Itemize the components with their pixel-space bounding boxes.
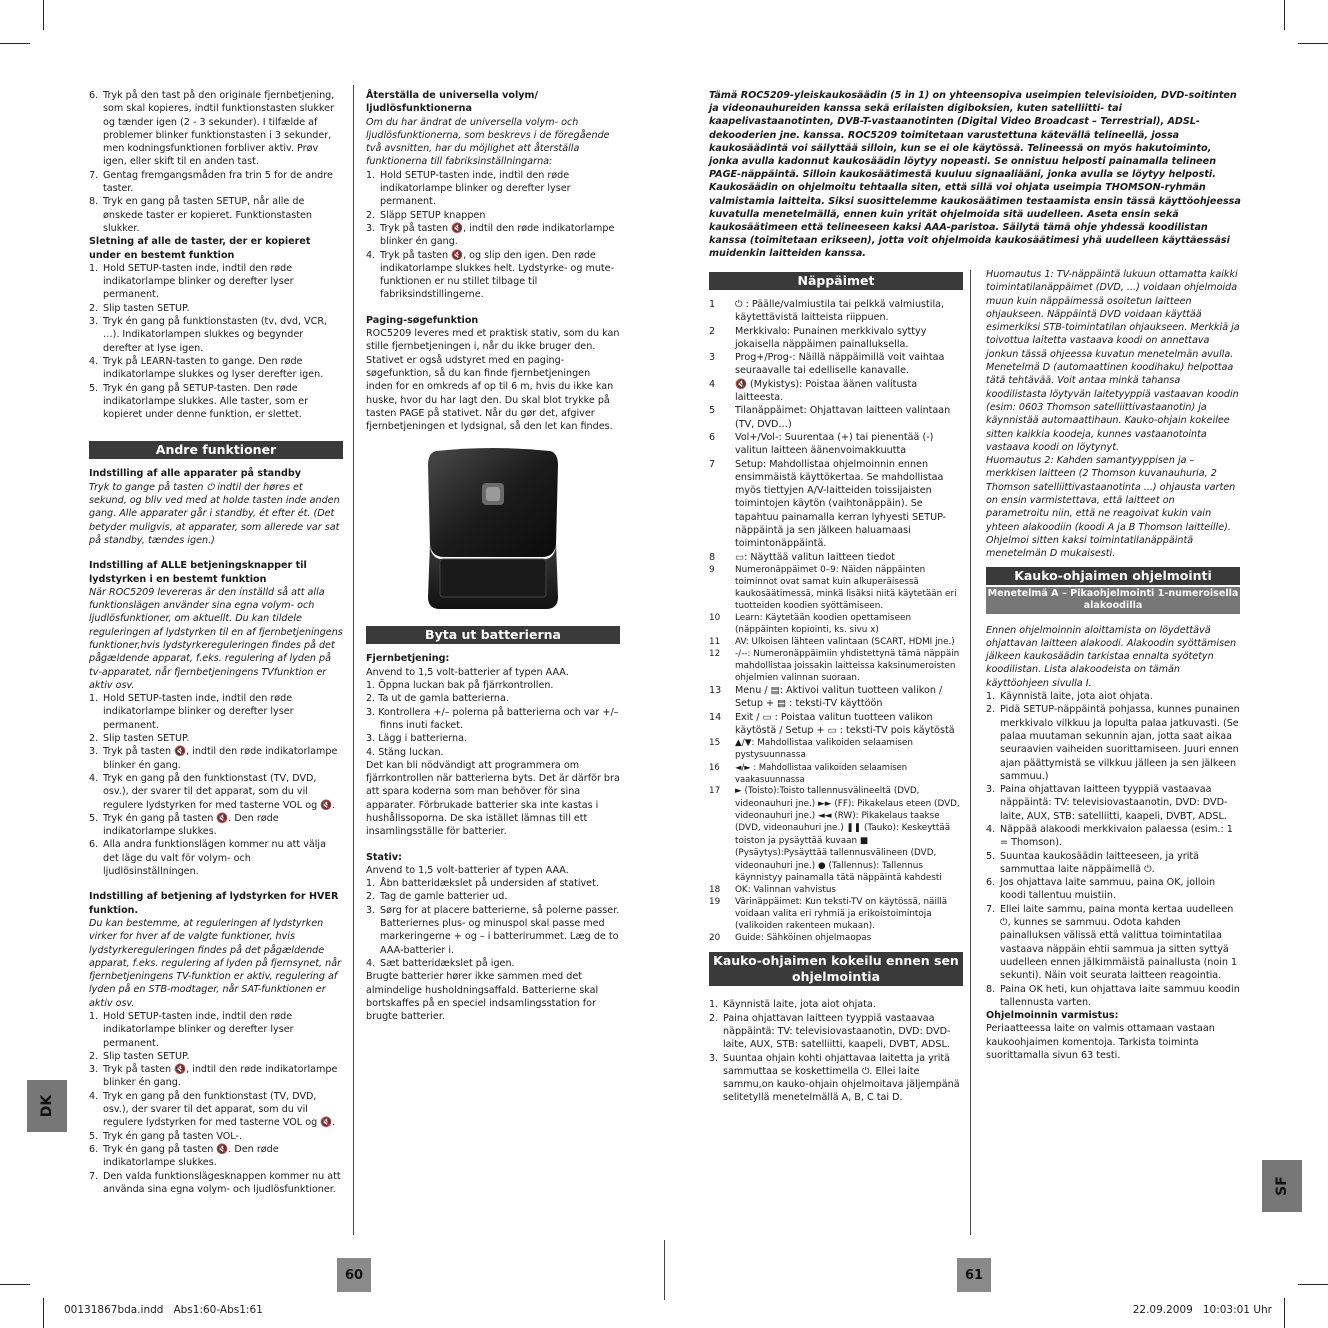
list-item: 4. Tryk en gang på den funktionstast (TV, DVD, osv.), der svarer til det apparat, som du vil regulere lydstyrken for med tasterne VOL og 🔇. [89,772,336,811]
page-number-right: 61 [957,1258,991,1292]
list-item: 16 ◄/► : Mahdollistaa valikoiden selaamisen vaakasuunnassa [709,762,908,785]
list-item: 2 Merkkivalo: Punainen merkkivalo syttyy jokaisella näppäimen painalluksella. [709,325,927,350]
section-bar-ohjelmointi: Kauko-ohjaimen ohjelmointi [986,567,1240,585]
list-item: 3. Tryk på tasten 🔇, indtil den røde indikatorlampe blinker én gang. [89,746,338,771]
crop-mark [43,1298,44,1328]
note-2: Huomautus 2: Kahden samantyyppisen ja –merkkisen laitteen (2 Thomson kuvanauhuria, 2 Thomson satelliittivastaanotinta ...) ohjausta varten on ensin varmistettava, että laitteet on parametroitu niin, että ne reagoivat kukin vain yhteen alakoodiin (koodi A ja B Thomson laitteille). Ohjelmoi sitten kaksi toimintatilanäppäintä menetelmän D mukaisesti. [986,455,1236,560]
crop-mark [0,43,30,44]
list-item: 3. Tryk på tasten 🔇, indtil den røde indikatorlampe blinker én gang. [366,222,615,248]
copy-steps-list [89,89,343,235]
method-a-steps-list [986,690,1240,1009]
crop-mark [43,0,44,30]
list-item: 8 ▭: Näyttää valitun laitteen tiedot [709,551,895,563]
list-item: 3 Prog+/Prog-: Näillä näppäimillä voit vaihtaa seuraavalle tai edelliselle kanavalle. [709,352,945,377]
paragraph: Du kan bestemme, at reguleringen af lydstyrken virker for hver af de valgte funktioner, hvis lydstyrkereguleringen findes på det pågældende apparat, f.eks. regulering af lyden på fjernsynet, når fjernbetjeningens TV-funktion er aktiv, regulering af lyden på en STB-modtager, når SAT-funktionen er aktiv osv. [89,917,342,1009]
list-item: 20 Guide: Sähköinen ohjelmaopas [709,933,872,944]
section-heading: Indstilling af alle apparater på standby [89,468,301,480]
reset-steps-list [366,169,620,302]
list-item: 11 AV: Ulkoisen lähteen valintaan (SCART, HDMI jne.) [709,636,955,647]
column-3 [709,268,963,1105]
list-item: 1. Käynnistä laite, jota aiot ohjata. [986,691,1153,703]
column-divider [970,270,971,1235]
list-item: 4. Näppää alakoodi merkkivalon palaessa (esim.: 1 = Thomson). [986,823,1233,849]
list-item: 1. Öppna luckan bak på fjärrkontrollen. [366,680,554,692]
list-item: 2. Slip tasten SETUP. [89,1050,190,1062]
list-item: 1 ⏻ : Päälle/valmiustila tai pelkkä valmiustila, käytettävistä laitteista riippuen. [709,299,945,324]
intro-paragraph: Tämä ROC5209-yleiskaukosäädin (5 in 1) on yhteensopiva useimpien televisioiden, DVD-soitinten ja videonauhureiden kanssa sekä erilaisten digiboksien, kuten satelliitti- tai kaapelivastaanotinten, DVB-T-vastaanotinten (Digital Video Broadcast – Terrestrial), ADSL-dekooderien jne. kanssa. ROC5209 toimitetaan varustettuna kätevällä telineellä, jossa kaukosäädintä voi säilyttää silloin, kun se ei ole käytössä. Telineessä on myös hakutoiminto, jonka avulla kadonnut kaukosäädin löytyy nopeasti. Se onnistuu helposti painamalla telineen PAGE-näppäintä. Silloin kaukosäätimestä kuuluu signaaliääni, jonka avulla se löytyy helposti. Kaukosäädin on ohjelmoitu tehtaalla siten, että sillä voi ohjata useimpia THOMSON-ryhmän valmistamia laitteita. Siksi suosittelemme kaukosäätimen testaamista ensin tässä käyttöohjeessa kuvatulla menetelmällä, ennen kuin yrität ohjelmoida sitä uudelleen. Aseta ensin sekä kaukosäätimeen että telineeseen kaksi AAA-paristoa. Säilytä tämä ohje yhdessä koodilistan kanssa (toimitetaan erikseen), jotta voit ohjelmoida kaukosäätimesi yhä uudelleen käyttäessäsi muidenkin laitteiden kanssa. [709,90,1241,260]
list-item: 13 Menu / ▤: Aktivoi valitun tuotteen valikon / Setup + ▤ : teksti-TV käyttöön [709,684,943,710]
list-item: 5. Tryk én gang på tasten VOL-. [89,1130,242,1142]
list-item: 7 Setup: Mahdollistaa ohjelmoinnin ennen ensimmäistä käyttökertaa. Se mahdollistaa myös tiettyjen A/V-laitteiden toissijaisten toimintojen käytön (vaihtonäppäin). Se tapahtuu painamalla kerran lyhyesti SETUP-näppäintä ja sen jälkeen haluamaasi toimintonäppäintä. [709,458,947,550]
volume-all-steps-list [89,692,343,878]
paragraph: Periaatteessa laite on valmis ottamaan vastaan kaukoohjaimen komentoja. Tarkista toiminta suorittamalla sivun 63 testi. [986,1023,1215,1062]
section-heading: Fjernbetjening: [366,653,450,665]
list-item: 4. Tryk en gang på den funktionstast (TV, DVD, osv.), der svarer til det apparat, som du vil regulere lydstyrken for med tasterne VOL og 🔇. [89,1090,336,1129]
list-item: 1. Hold SETUP-tasten inde, indtil den røde indikatorlampe blinker og derefter lyser permanent. [366,169,571,208]
list-item: 5. Tryk én gang på tasten 🔇. Den røde indikatorlampe slukkes. [89,812,279,838]
list-item: 2. Släpp SETUP knappen [366,209,486,221]
section-heading: Stativ: [366,851,402,863]
list-item: 3. Paina ohjattavan laitteen tyyppiä vastaavaa näppäintä: TV: televisiovastaanotin, DVD: DVD-laite, AUX, STB: satelliitti, kaapeli, DVBT, ADSL. [986,784,1228,822]
list-item: 1. Åbn batteridækslet på undersiden af stativet. [366,878,599,890]
paragraph: Ennen ohjelmoinnin aloittamista on löydettävä ohjattavan laitteen alakoodi. Alakoodin syöttämisen jälkeen kaukosäädin tarkistaa ennalta syötetyn koodilistan. Lista alakoodeista on tämän käyttöohjeen sivulla I. [986,624,1237,689]
list-item: 6. Jos ohjattava laite sammuu, paina OK, jolloin koodi tallentuu muistiin. [986,877,1216,902]
crop-mark [1298,43,1328,44]
list-item: 7. Gentag fremgangsmåden fra trin 5 for de andre taster. [89,169,333,195]
list-item: 8. Paina OK heti, kun ohjattava laite sammuu koodin tallennusta varten. [986,983,1240,1008]
keys-list [709,298,963,944]
paragraph: Anvend to 1,5 volt-batterier af typen AAA. [366,864,569,876]
list-item: 5. Suuntaa kaukosäädin laitteeseen, ja yritä sammuttaa laite näppäimellä ⏻. [986,850,1200,875]
list-item: 7. Den valda funktionslägesknappen kommer nu att använda sina egna volym- och ljudlösfunktioner. [89,1170,341,1195]
delete-steps-list [89,262,343,422]
list-item: 3. Suuntaa ohjain kohti ohjattavaa laitetta ja yritä sammuttaa se koskettimella ⏻. Ellei laite sammu,on kauko-ohjain ohjelmoitava jäljempänä selitetyllä menetelmällä A, B, C tai D. [709,1052,960,1104]
list-item: 2. Pidä SETUP-näppäintä pohjassa, kunnes punainen merkkivalo vilkkuu ja lopulta palaa jatkuvasti. (Se palaa muutaman sekunnin ajan, jotta saat aikaa seuraavien vaiheiden suorittamiseen. Juuri ennen ajan päättymistä se vilkkuu jälleen ja sen jälkeen sammuu.) [986,704,1240,782]
language-tab-dk: DK [27,1080,67,1132]
section-heading: Paging-søgefunktion [366,314,479,326]
list-item: 1. Hold SETUP-tasten inde, indtil den røde indikatorlampe blinker og derefter lyser permanent. [89,693,294,731]
list-item: 2. Ta ut de gamla batterierna. [366,693,509,705]
section-bar-kokeilu: Kauko-ohjaimen kokeilu ennen sen ohjelmointia [709,952,963,986]
list-item: 14 Exit / ▭ : Poistaa valitun tuotteen valikon käytöstä / Setup + ▭ : teksti-TV pois käytöstä [709,711,955,736]
list-item: 3. Sørg for at placere batterierne, så polerne passer. Batteriernes plus- og minuspol skal passe med markeringerne + og – i batterirummet. Læg de to AAA-batterier i. [366,904,620,956]
note-1: Huomautus 1: TV-näppäintä lukuun ottamatta kaikki toimintatilanäppäimet (DVD, ...) voidaan ohjelmoida muun kuin näppäimessä osoitetun laitteen ohjaukseen. Näppäintä DVD voidaan käyttää esimerkiksi STB-toimintatilan ohjaukseen. Merkkiä ja toivottua laitetta vastaava koodi on annettava jonkun tässä ohjeessa kuvatun menetelmän avulla. Menetelmä D (automaattinen koodihaku) helpottaa tätä tehtävää. Voit antaa minkä tahansa koodilistasta löytyvän laitetyyppiä vastaavan koodin (esim: 0603 Thomson satelliittivastaanotin) ja käynnistää automaattihaun. Kauko-ohjain kokeilee sitten kaikkia koodeja, kunnes vastaanotointa vastaava koodi on löytynyt. [986,269,1240,453]
list-item: 18 OK: Valinnan vahvistus [709,885,836,896]
list-item: 4 🔇 (Mykistys): Poistaa äänen valitusta laitteesta. [709,378,918,404]
list-item: 3. Kontrollera +/– polerna på batterierna och var +/– finns inuti facket. [366,706,619,731]
subsection-bar-menetelma-a: Menetelmä A – Pikaohjelmointi 1-numeroisella alakoodilla [986,587,1240,614]
crop-mark [1284,1298,1285,1328]
volume-each-steps-list [89,1010,343,1196]
list-item: 3. Lägg i batterierna. [366,733,468,745]
column-1 [89,89,343,1196]
list-item: 5. Tryk én gang på SETUP-tasten. Den røde indikatorlampe slukkes. Alle taster, som er kopieret under denne funktion, er slettet. [89,382,309,421]
list-item: 4. Tryk på tasten 🔇, og slip den igen. Den røde indikatorlampe slukkes helt. Lydstyrke- og mute-funktionen er nu stillet tilbage til fabriksindstillingerne. [366,249,615,301]
section-heading: Indstilling af betjening af lydstyrken for HVER funktion. [89,891,339,916]
column-divider [353,85,354,1235]
list-item: 3. Tryk én gang på funktionstasten (tv, dvd, VCR, …). Indikatorlampen slukkes og begynder derefter at lyse igen. [89,316,328,354]
list-item: 10 Learn: Käytetään koodien opettamiseen (näppäinten kopiointi, ks. sivu x) [709,612,912,635]
list-item: 4. Stäng luckan. [366,746,444,758]
paragraph: Om du har ändrat de universella volym- och ljudlösfunktionerna, som beskrevs i de föregående två avsnitten, har du möjlighet att återställa funktionerna till fabriksinställningarna: [366,116,610,168]
footer-file-info: 00131867bda.indd Abs1:60-Abs1:61 [64,1304,263,1316]
list-item: 5 Tilanäppäimet: Ohjattavan laitteen valintaan (TV, DVD…) [709,405,951,430]
list-item: 6 Vol+/Vol-: Suurentaa (+) tai pienentää (-) valitun laitteen äänenvoimakkuutta [709,431,934,457]
list-item: 8. Tryk en gang på tasten SETUP, når alle de ønskede taster er kopieret. Funktionstasten slukker. [89,196,313,234]
crop-mark [1284,0,1285,30]
list-item: 1. Hold SETUP-tasten inde, indtil den røde indikatorlampe blinker og derefter lyser permanent. [89,262,294,301]
test-steps-list [709,998,963,1104]
section-bar-nappaimet: Näppäimet [709,272,963,290]
section-heading: Återställa de universella volym/ ljudlösfunktionerna [366,90,539,115]
list-item: 2. Slip tasten SETUP. [89,733,190,745]
column-2 [366,89,620,1023]
list-item: 6. Alla andra funktionslägen kommer nu att välja det läge du valt för volym- och ljudlösinställningen. [89,839,326,878]
list-item: 3. Tryk på tasten 🔇, indtil den røde indikatorlampe blinker én gang. [89,1064,338,1089]
list-item: 2. Paina ohjattavan laitteen tyyppiä vastaavaa näppäintä: TV: televisiovastaanotin, DVD: DVD-laite, AUX, STB: satelliitti, kaapeli, DVBT, ADSL. [709,1012,951,1051]
list-item: 1. Hold SETUP-tasten inde, indtil den røde indikatorlampe blinker og derefter lyser permanent. [89,1011,294,1049]
section-heading: Ohjelmoinnin varmistus: [986,1010,1119,1022]
language-tab-sf: SF [1262,1160,1302,1212]
column-4 [986,268,1240,1062]
paragraph: ROC5209 leveres med et praktisk stativ, som du kan stille fjernbetjeningen i, når du ikke bruger den. Stativet er også udstyret med en paging-søgefunktion, så du kan finde fjernbetjeningen inden for en omkreds af op til 6 m, hvis du ikke kan huske, hvor du har lagt den. Du skal blot trykke på tasten PAGE på stativet. Når du gør det, afgiver fjernbetjeningen et lydsignal, så den let kan findes. [366,328,620,433]
list-item: 15 ▲/▼: Mahdollistaa valikoiden selaamisen pystysuunnassa [709,738,913,761]
section-heading: Sletning af alle de taster, der er kopieret under en bestemt funktion [89,236,311,261]
list-item: 9 Numeronäppäimet 0–9: Näiden näppäinten toiminnot ovat samat kuin alkuperäisessä kaukosäätimessä, minkä lisäksi niitä käytetään eri tuotteiden koodien syöttämiseen. [709,564,957,611]
paragraph: Brugte batterier hører ikke sammen med det almindelige husholdningsaffald. Batterierne skal bortskaffes på en speciel indsamlingsstation for brugte batterier. [366,971,599,1023]
remote-stand-photo [418,447,568,612]
stand-battery-steps-list [366,877,620,970]
list-item: 2. Tag de gamle batterier ud. [366,891,508,903]
list-item: 4. Sæt batteridækslet på igen. [366,957,515,969]
paragraph: Anvend to 1,5 volt-batterier af typen AAA. [366,666,569,678]
crop-mark [0,1284,30,1285]
list-item: 17 ► (Toisto):Toisto tallennusvälineeltä (DVD, videonauhuri jne.) ►► (FF): Pikakelaus eteen (DVD, videonauhuri jne.) ◄◄ (RW): Pikakelaus taakse (DVD, videonauhuri jne.) ❚❚ (Tauko): Keskeyttää toiston ja pysäyttää kuvaan ■ (Pysäytys):Pysäyttää tallennusvälineen (DVD, videonauhuri jne.) ● (Tallennus): Tallennus käynnistyy painamalla tätä näppäintä kahdesti [709,786,960,883]
spine-divider [664,1240,665,1300]
list-item: 6. Tryk én gang på tasten 🔇. Den røde indikatorlampe slukkes. [89,1143,279,1169]
list-item: 6. Tryk på den tast på den originale fjernbetjening, som skal kopieres, indtil funktionstasten slukker og tænder igen (2 - 3 sekunder). I tilfælde af problemer blinker funktionstasten i 3 sekunder, men kodningsfunktionen forbliver aktiv. Prøv igen, eller skift til en anden tast. [89,90,335,168]
list-item: 7. Ellei laite sammu, paina monta kertaa uudelleen ⏻, kunnes se sammuu. Odota kahden painalluksen välissä että valittua toimintatilaa vastaava näppäin ehtii sammua ja sitten syttyä uudelleen ennen jälkimmäistä painallusta (noin 1 sekunti). Näin voit seurata laitteen reagointia. [986,903,1238,982]
paragraph: När ROC5209 levereras är den inställd så att alla funktionslägen använder sina egna volym- och ljudlösfunktioner, om aktuellt. Du kan tildele reguleringen af lydstyrken til en af fjernbetjeningens funktioner,hvis lydstyrkereguleringen findes på det pågældende apparat, f.eks. regulering af lyden på tv-apparatet, når fjernbetjeningens TVfunktion er aktiv osv. [89,586,343,691]
list-item: 2. Slip tasten SETUP. [89,302,190,314]
list-item: 4. Tryk på LEARN-tasten to gange. Den røde indikatorlampe slukkes og lyser derefter igen. [89,355,324,381]
section-bar-byta-ut-batterierna: Byta ut batterierna [366,626,620,644]
section-heading: Indstilling af ALLE betjeningsknapper til lydstyrken i en bestemt funktion [89,560,307,585]
section-bar-andre-funktioner: Andre funktioner [89,441,343,459]
page-number-left: 60 [337,1258,371,1292]
footer-timestamp: 22.09.2009 10:03:01 Uhr [1132,1304,1272,1316]
list-item: 12 -/--: Numeronäppäimiin yhdistettynä tämä näppäin mahdollistaa joissakin laitteissa kaksinumeroisten ohjelmien valinnan suoraan. [709,648,960,683]
crop-mark [1298,1284,1328,1285]
list-item: 1. Käynnistä laite, jota aiot ohjata. [709,999,876,1011]
paragraph: Tryk to gange på tasten ⏻ indtil der høres et sekund, og bliv ved med at holde tasten inde anden gang. Alle apparater går i standby, ét efter ét. (Det betyder muligvis, at apparater, som allerede var sat på standby, tændes igen.) [89,481,340,546]
paragraph: Det kan bli nödvändigt att programmera om fjärrkontrollen när batterierna byts. Det är därför bra att spara koderna som man behöver för sina apparater. Förbrukade batterier ska inte kastas i hushållssoporna. De ska istället lämnas till ett insamlingsställe för batterier. [366,759,620,838]
list-item: 19 Värinäppäimet: Kun teksti-TV on käytössä, näillä voidaan valita eri ryhmiä ja erikoistoimintoja (valikoiden rakenteen mukaan). [709,897,948,932]
